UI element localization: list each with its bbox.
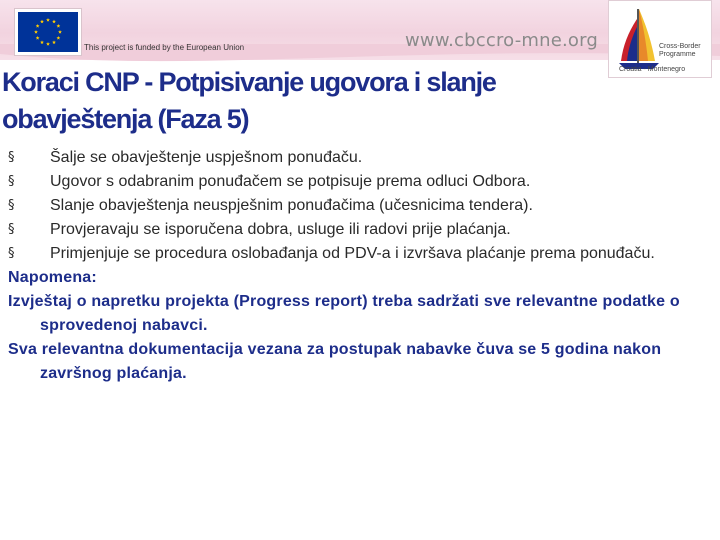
bullet-item: [8, 170, 708, 194]
bullet-marker: §: [8, 150, 15, 165]
note-heading: Napomena:: [8, 269, 97, 286]
note-documentation-retention: Sva relevantna dokumentacija vezana za postupak nabavke čuva se 5 godina nakon završnog plaćanja.: [8, 341, 662, 382]
logo-text-programme: Programme: [659, 51, 696, 58]
bullet-item: [8, 218, 708, 242]
bullet-marker: §: [8, 246, 15, 261]
funded-by-eu-text: This project is funded by the European Union: [84, 43, 245, 52]
bullet-marker: §: [8, 174, 15, 189]
bullet-text: Ugovor s odabranim ponuđačem se potpisuje prema odluci Odbora.: [50, 173, 531, 190]
bullet-text: Provjeravaju se isporučena dobra, usluge ili radovi prije plaćanja.: [50, 221, 511, 238]
bullet-item: [8, 146, 708, 170]
website-url[interactable]: www.cbccro-mne.org: [405, 30, 599, 51]
bullet-text: Slanje obavještenja neuspješnim ponuđačima (učesnicima tendera).: [50, 197, 533, 214]
bullet-text: Šalje se obavještenje uspješnom ponuđaču.: [50, 149, 363, 166]
bullet-marker: §: [8, 198, 15, 213]
bullet-text: Primjenjuje se procedura oslobađanja od PDV-a i izvršava plaćanje prema ponuđaču.: [50, 245, 655, 262]
eu-flag-icon: [18, 12, 78, 52]
slide-content: [8, 146, 708, 386]
slide-title: Koraci CNP - Potpisivanje ugovora i slanje obavještenja (Faza 5): [2, 67, 496, 134]
sailboat-logo-icon: [615, 5, 663, 75]
bullet-marker: §: [8, 222, 15, 237]
bullet-item: [8, 242, 708, 266]
logo-text-croatia-montenegro: Croatia - Montenegro: [619, 66, 686, 73]
note-progress-report: Izvještaj o napretku projekta (Progress report) treba sadržati sve relevantne podatke o sprovedenoj nabavci.: [8, 293, 680, 334]
logo-text-cross-border: Cross-Border: [659, 43, 701, 50]
bullet-item: [8, 194, 708, 218]
bullet-list: [8, 146, 708, 266]
programme-logo: [608, 0, 712, 78]
eu-flag-frame: [14, 8, 82, 56]
